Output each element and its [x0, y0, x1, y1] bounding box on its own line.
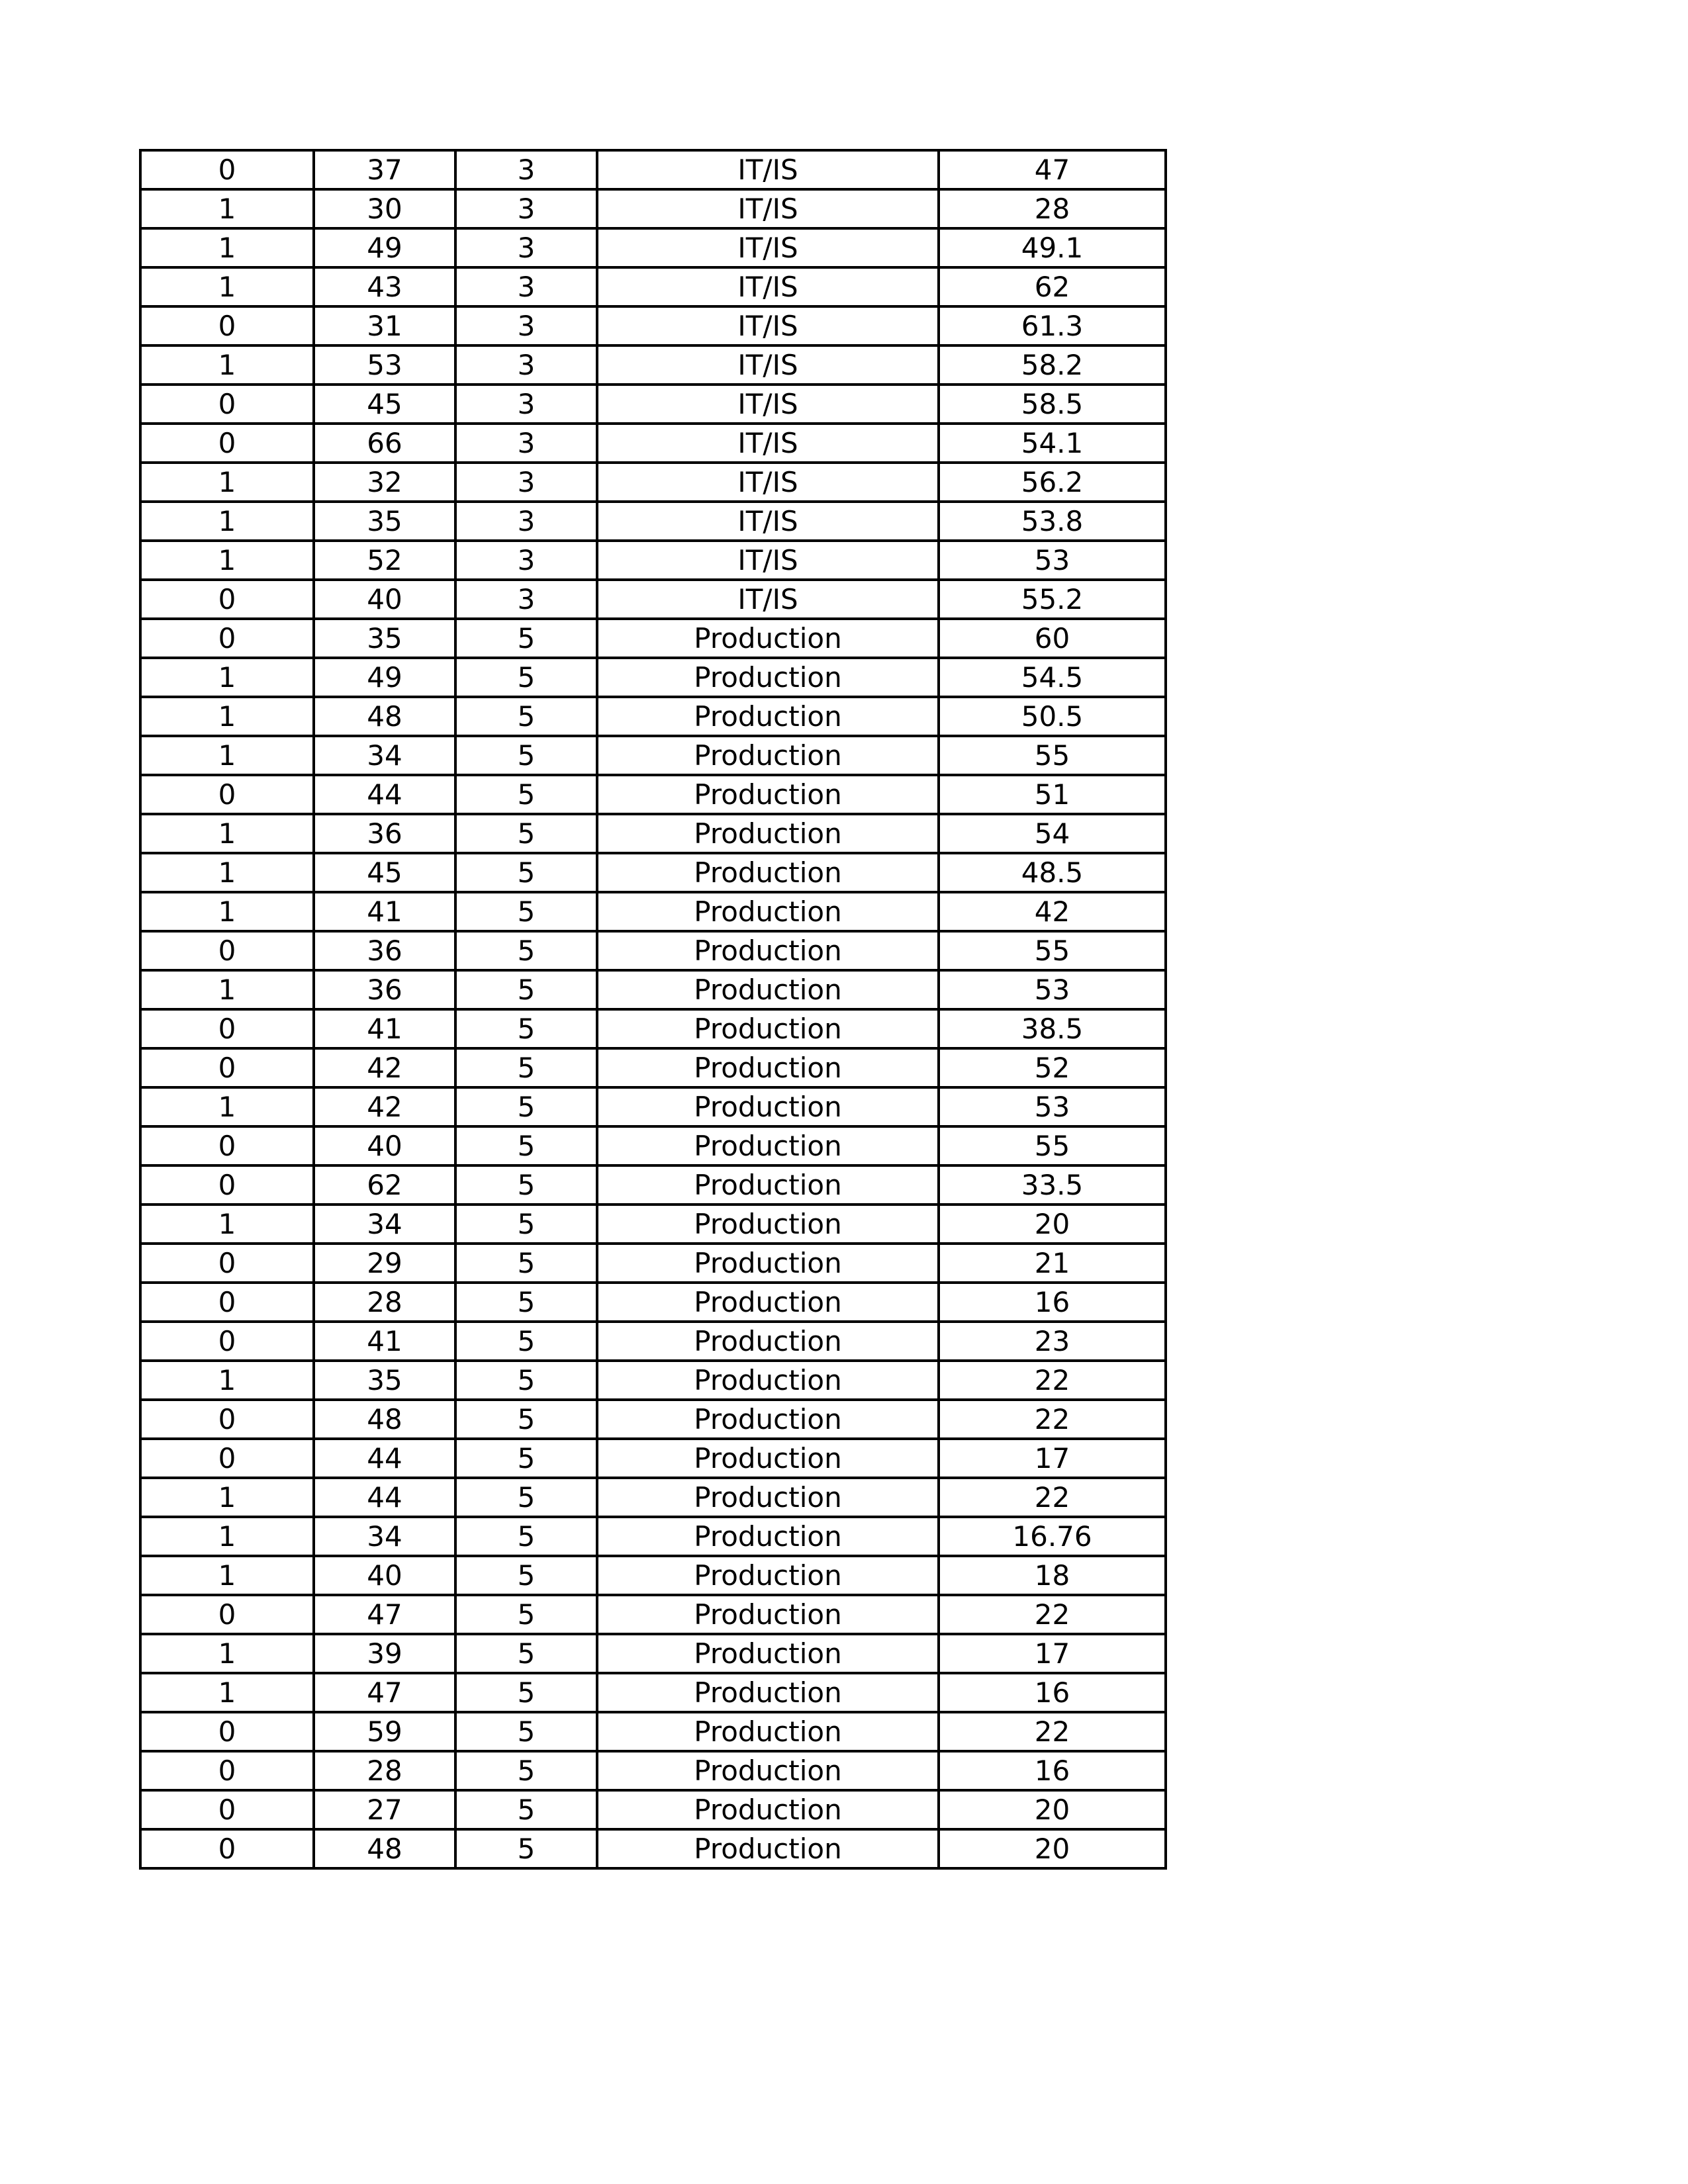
table-cell: 5	[455, 1712, 597, 1751]
table-row	[140, 150, 1166, 189]
table-cell: 5	[455, 1165, 597, 1205]
table-row	[140, 1205, 1166, 1244]
table-cell: 5	[455, 736, 597, 775]
table-row	[140, 463, 1166, 502]
table-cell: 0	[140, 1244, 314, 1283]
table-cell: 21	[939, 1244, 1166, 1283]
table-cell: 5	[455, 1517, 597, 1556]
table-cell: 53	[314, 345, 455, 385]
table-cell: IT/IS	[597, 502, 939, 541]
table-cell: 1	[140, 1361, 314, 1400]
table-cell: 1	[140, 1517, 314, 1556]
table-cell: 1	[140, 814, 314, 853]
table-cell: 55	[939, 931, 1166, 970]
table-cell: 28	[939, 189, 1166, 228]
table-cell: 42	[314, 1087, 455, 1126]
table-cell: 5	[455, 1439, 597, 1478]
table-row	[140, 580, 1166, 619]
table-cell: 5	[455, 1595, 597, 1634]
table-cell: 0	[140, 1595, 314, 1634]
table-cell: 54.1	[939, 424, 1166, 463]
table-cell: 5	[455, 1790, 597, 1829]
table-cell: 55.2	[939, 580, 1166, 619]
table-row	[140, 1439, 1166, 1478]
table-cell: 36	[314, 970, 455, 1009]
table-cell: 52	[314, 541, 455, 580]
table-row	[140, 736, 1166, 775]
table-cell: 0	[140, 424, 314, 463]
table-cell: 36	[314, 931, 455, 970]
table-cell: Production	[597, 892, 939, 931]
table-cell: 53.8	[939, 502, 1166, 541]
table-row	[140, 1634, 1166, 1673]
table-row	[140, 1829, 1166, 1868]
table-cell: 0	[140, 1829, 314, 1868]
table-cell: Production	[597, 970, 939, 1009]
table-cell: 58.2	[939, 345, 1166, 385]
table-row	[140, 1790, 1166, 1829]
table-cell: 1	[140, 970, 314, 1009]
table-cell: 48	[314, 1400, 455, 1439]
table-cell: 1	[140, 892, 314, 931]
table-cell: 0	[140, 385, 314, 424]
table-row	[140, 424, 1166, 463]
table-cell: 3	[455, 150, 597, 189]
table-cell: 1	[140, 463, 314, 502]
table-row	[140, 1244, 1166, 1283]
table-cell: 5	[455, 970, 597, 1009]
table-cell: 28	[314, 1283, 455, 1322]
table-cell: 49	[314, 658, 455, 697]
table-cell: 41	[314, 1009, 455, 1048]
table-cell: 0	[140, 306, 314, 345]
table-cell: 56.2	[939, 463, 1166, 502]
table-cell: Production	[597, 775, 939, 814]
table-cell: Production	[597, 1244, 939, 1283]
table-row	[140, 775, 1166, 814]
data-table	[139, 149, 1167, 1870]
table-cell: 16	[939, 1673, 1166, 1712]
table-cell: 53	[939, 541, 1166, 580]
table-row	[140, 970, 1166, 1009]
table-cell: 45	[314, 853, 455, 892]
table-row	[140, 1595, 1166, 1634]
table-cell: 3	[455, 345, 597, 385]
table-cell: 42	[314, 1048, 455, 1087]
table-cell: 54	[939, 814, 1166, 853]
table-cell: 61.3	[939, 306, 1166, 345]
table-row	[140, 1126, 1166, 1165]
table-cell: Production	[597, 1595, 939, 1634]
table-cell: 44	[314, 775, 455, 814]
table-cell: 18	[939, 1556, 1166, 1595]
table-cell: 38.5	[939, 1009, 1166, 1048]
table-cell: 53	[939, 970, 1166, 1009]
table-row	[140, 1673, 1166, 1712]
table-cell: Production	[597, 1322, 939, 1361]
table-cell: 5	[455, 1244, 597, 1283]
table-cell: 5	[455, 814, 597, 853]
table-cell: 55	[939, 1126, 1166, 1165]
table-cell: IT/IS	[597, 306, 939, 345]
table-cell: 50.5	[939, 697, 1166, 736]
table-cell: Production	[597, 1790, 939, 1829]
table-cell: IT/IS	[597, 463, 939, 502]
table-cell: Production	[597, 1673, 939, 1712]
table-cell: 5	[455, 1478, 597, 1517]
table-cell: 0	[140, 1009, 314, 1048]
table-row	[140, 1087, 1166, 1126]
table-cell: 0	[140, 619, 314, 658]
table-cell: 0	[140, 931, 314, 970]
table-cell: 47	[939, 150, 1166, 189]
table-cell: 1	[140, 267, 314, 306]
table-cell: 17	[939, 1439, 1166, 1478]
table-row	[140, 541, 1166, 580]
table-cell: 5	[455, 931, 597, 970]
table-cell: 52	[939, 1048, 1166, 1087]
table-row	[140, 345, 1166, 385]
table-row	[140, 1517, 1166, 1556]
table-cell: 5	[455, 1673, 597, 1712]
table-cell: 27	[314, 1790, 455, 1829]
table-cell: Production	[597, 1009, 939, 1048]
table-cell: 5	[455, 658, 597, 697]
table-cell: 22	[939, 1595, 1166, 1634]
table-cell: 1	[140, 658, 314, 697]
table-cell: 62	[314, 1165, 455, 1205]
table-row	[140, 658, 1166, 697]
table-cell: Production	[597, 1439, 939, 1478]
table-row	[140, 697, 1166, 736]
table-cell: 16	[939, 1751, 1166, 1790]
table-cell: 5	[455, 697, 597, 736]
table-cell: 5	[455, 1322, 597, 1361]
table-cell: 42	[939, 892, 1166, 931]
table-cell: Production	[597, 814, 939, 853]
table-row	[140, 1322, 1166, 1361]
table-row	[140, 1048, 1166, 1087]
table-cell: 44	[314, 1439, 455, 1478]
table-cell: 0	[140, 1048, 314, 1087]
table-row	[140, 306, 1166, 345]
table-cell: Production	[597, 1634, 939, 1673]
table-row	[140, 1400, 1166, 1439]
table-cell: 48	[314, 1829, 455, 1868]
table-cell: IT/IS	[597, 541, 939, 580]
table-cell: 0	[140, 1400, 314, 1439]
table-cell: 48.5	[939, 853, 1166, 892]
table-cell: Production	[597, 1361, 939, 1400]
table-cell: 35	[314, 1361, 455, 1400]
table-cell: Production	[597, 853, 939, 892]
table-cell: 34	[314, 1205, 455, 1244]
table-cell: 44	[314, 1478, 455, 1517]
table-row	[140, 1712, 1166, 1751]
table-cell: 1	[140, 697, 314, 736]
table-cell: 0	[140, 1165, 314, 1205]
table-cell: Production	[597, 1829, 939, 1868]
table-cell: 0	[140, 150, 314, 189]
table-cell: 40	[314, 1126, 455, 1165]
table-cell: 0	[140, 1712, 314, 1751]
table-cell: 45	[314, 385, 455, 424]
table-cell: 62	[939, 267, 1166, 306]
table-cell: 5	[455, 1087, 597, 1126]
table-cell: Production	[597, 931, 939, 970]
table-row	[140, 1556, 1166, 1595]
table-cell: 47	[314, 1595, 455, 1634]
table-cell: Production	[597, 619, 939, 658]
table-cell: 3	[455, 541, 597, 580]
table-cell: 3	[455, 228, 597, 267]
table-cell: 29	[314, 1244, 455, 1283]
table-row	[140, 853, 1166, 892]
table-cell: 33.5	[939, 1165, 1166, 1205]
table-cell: Production	[597, 1283, 939, 1322]
table-cell: 37	[314, 150, 455, 189]
table-cell: 47	[314, 1673, 455, 1712]
table-cell: 16.76	[939, 1517, 1166, 1556]
table-cell: 20	[939, 1205, 1166, 1244]
table-cell: Production	[597, 1478, 939, 1517]
table-cell: 1	[140, 502, 314, 541]
table-cell: 5	[455, 1205, 597, 1244]
table-row	[140, 814, 1166, 853]
table-cell: 0	[140, 1283, 314, 1322]
table-cell: Production	[597, 1712, 939, 1751]
table-cell: 54.5	[939, 658, 1166, 697]
table-cell: 20	[939, 1829, 1166, 1868]
table-cell: 1	[140, 1205, 314, 1244]
table-cell: 1	[140, 1087, 314, 1126]
table-cell: 3	[455, 385, 597, 424]
table-cell: 40	[314, 1556, 455, 1595]
table-cell: 22	[939, 1361, 1166, 1400]
table-cell: Production	[597, 1165, 939, 1205]
table-cell: IT/IS	[597, 228, 939, 267]
table-row	[140, 228, 1166, 267]
table-cell: 5	[455, 619, 597, 658]
table-cell: 1	[140, 736, 314, 775]
table-row	[140, 385, 1166, 424]
table-cell: Production	[597, 736, 939, 775]
table-cell: 5	[455, 1829, 597, 1868]
table-cell: 5	[455, 1126, 597, 1165]
table-cell: IT/IS	[597, 267, 939, 306]
table-row	[140, 1751, 1166, 1790]
table-row	[140, 619, 1166, 658]
table-cell: 0	[140, 1322, 314, 1361]
table-cell: 5	[455, 1361, 597, 1400]
table-cell: Production	[597, 1517, 939, 1556]
table-cell: 3	[455, 502, 597, 541]
table-cell: IT/IS	[597, 189, 939, 228]
table-cell: 53	[939, 1087, 1166, 1126]
table-cell: 17	[939, 1634, 1166, 1673]
table-cell: IT/IS	[597, 150, 939, 189]
table-cell: 40	[314, 580, 455, 619]
table-cell: 1	[140, 189, 314, 228]
table-cell: 41	[314, 892, 455, 931]
table-cell: 59	[314, 1712, 455, 1751]
table-cell: 20	[939, 1790, 1166, 1829]
table-cell: 5	[455, 1634, 597, 1673]
table-cell: 35	[314, 502, 455, 541]
table-cell: 39	[314, 1634, 455, 1673]
table-cell: Production	[597, 658, 939, 697]
table-cell: 66	[314, 424, 455, 463]
table-cell: 55	[939, 736, 1166, 775]
table-cell: Production	[597, 1126, 939, 1165]
table-cell: IT/IS	[597, 345, 939, 385]
table-row	[140, 1009, 1166, 1048]
table-cell: 3	[455, 463, 597, 502]
table-cell: 48	[314, 697, 455, 736]
table-row	[140, 267, 1166, 306]
table-cell: 32	[314, 463, 455, 502]
table-cell: 0	[140, 775, 314, 814]
table-row	[140, 1165, 1166, 1205]
table-cell: 3	[455, 306, 597, 345]
table-cell: 1	[140, 1478, 314, 1517]
table-cell: 34	[314, 736, 455, 775]
table-cell: 5	[455, 1048, 597, 1087]
table-cell: 36	[314, 814, 455, 853]
table-cell: 49	[314, 228, 455, 267]
table-cell: 1	[140, 541, 314, 580]
table-cell: 34	[314, 1517, 455, 1556]
table-cell: 3	[455, 424, 597, 463]
table-cell: 23	[939, 1322, 1166, 1361]
table-cell: 41	[314, 1322, 455, 1361]
table-cell: IT/IS	[597, 580, 939, 619]
table-cell: 0	[140, 1790, 314, 1829]
table-cell: Production	[597, 1556, 939, 1595]
table-cell: 43	[314, 267, 455, 306]
table-cell: 5	[455, 892, 597, 931]
table-row	[140, 1283, 1166, 1322]
table-cell: Production	[597, 1400, 939, 1439]
table-cell: 30	[314, 189, 455, 228]
table-cell: 5	[455, 853, 597, 892]
table-cell: Production	[597, 1048, 939, 1087]
table-row	[140, 931, 1166, 970]
table-cell: 5	[455, 1009, 597, 1048]
table-cell: 0	[140, 1751, 314, 1790]
table-cell: 51	[939, 775, 1166, 814]
table-cell: 28	[314, 1751, 455, 1790]
table-cell: 1	[140, 853, 314, 892]
table-cell: 16	[939, 1283, 1166, 1322]
table-cell: 0	[140, 1439, 314, 1478]
table-cell: 5	[455, 1751, 597, 1790]
table-cell: 0	[140, 580, 314, 619]
table-row	[140, 189, 1166, 228]
table-cell: 1	[140, 345, 314, 385]
table-row	[140, 1478, 1166, 1517]
table-cell: Production	[597, 1087, 939, 1126]
table-body	[140, 150, 1166, 1868]
table-cell: 58.5	[939, 385, 1166, 424]
table-cell: 31	[314, 306, 455, 345]
table-cell: 5	[455, 1556, 597, 1595]
table-cell: 3	[455, 189, 597, 228]
table-cell: 3	[455, 580, 597, 619]
table-cell: 49.1	[939, 228, 1166, 267]
table-cell: Production	[597, 697, 939, 736]
table-cell: IT/IS	[597, 424, 939, 463]
table-cell: 1	[140, 228, 314, 267]
table-row	[140, 502, 1166, 541]
table-cell: 22	[939, 1712, 1166, 1751]
table-cell: 5	[455, 775, 597, 814]
table-cell: IT/IS	[597, 385, 939, 424]
table-cell: Production	[597, 1205, 939, 1244]
table-cell: 22	[939, 1478, 1166, 1517]
table-cell: Production	[597, 1751, 939, 1790]
table-cell: 35	[314, 619, 455, 658]
table-cell: 60	[939, 619, 1166, 658]
table-cell: 22	[939, 1400, 1166, 1439]
table-cell: 5	[455, 1283, 597, 1322]
table-cell: 1	[140, 1556, 314, 1595]
table-cell: 1	[140, 1673, 314, 1712]
table-row	[140, 892, 1166, 931]
table-cell: 0	[140, 1126, 314, 1165]
table-row	[140, 1361, 1166, 1400]
table-cell: 1	[140, 1634, 314, 1673]
table-cell: 5	[455, 1400, 597, 1439]
table-cell: 3	[455, 267, 597, 306]
